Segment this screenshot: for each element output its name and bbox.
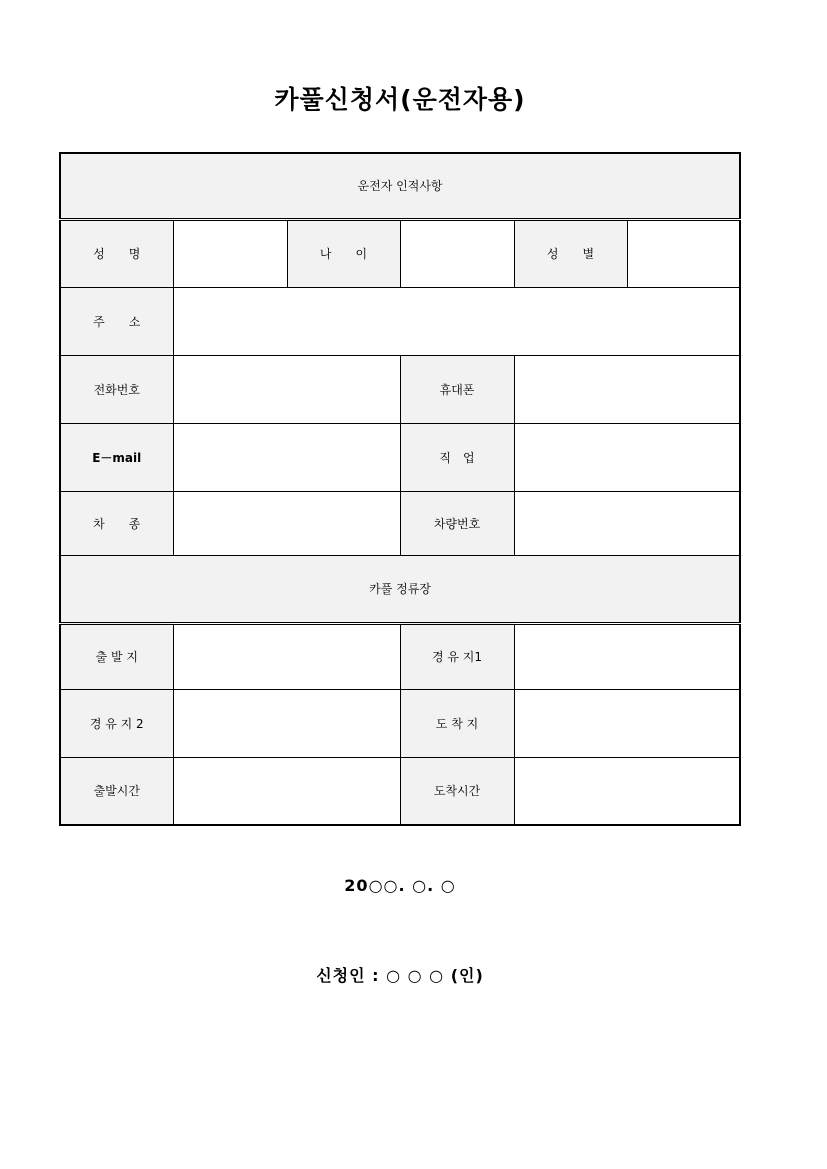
age-field[interactable]: [400, 219, 514, 287]
gender-label: 성 별: [514, 219, 627, 287]
name-label: 성 명: [60, 219, 173, 287]
arrival-time-field[interactable]: [514, 757, 740, 825]
phone-label: 전화번호: [60, 355, 173, 423]
page-title: 카풀신청서(운전자용): [274, 85, 526, 114]
waypoint1-label: 경 유 지1: [400, 623, 514, 689]
car-type-field[interactable]: [173, 491, 400, 555]
waypoint2-label: 경 유 지 2: [60, 689, 173, 757]
job-field[interactable]: [514, 423, 740, 491]
carpool-stops-section-header: 카풀 정류장: [60, 555, 740, 623]
departure-field[interactable]: [173, 623, 400, 689]
car-number-label: 차량번호: [400, 491, 514, 555]
waypoint1-field[interactable]: [514, 623, 740, 689]
waypoint2-field[interactable]: [173, 689, 400, 757]
mobile-label: 휴대폰: [400, 355, 514, 423]
address-field[interactable]: [173, 287, 740, 355]
age-label: 나 이: [287, 219, 400, 287]
email-label: E－mail: [60, 423, 173, 491]
name-field[interactable]: [173, 219, 287, 287]
applicant-signature-line: 신청인 : ○ ○ ○ (인): [316, 966, 484, 985]
address-label: 주 소: [60, 287, 173, 355]
car-type-label: 차 종: [60, 491, 173, 555]
arrival-time-label: 도착시간: [400, 757, 514, 825]
departure-time-field[interactable]: [173, 757, 400, 825]
departure-label: 출 발 지: [60, 623, 173, 689]
job-label: 직 업: [400, 423, 514, 491]
car-number-field[interactable]: [514, 491, 740, 555]
phone-field[interactable]: [173, 355, 400, 423]
arrival-field[interactable]: [514, 689, 740, 757]
mobile-field[interactable]: [514, 355, 740, 423]
gender-field[interactable]: [627, 219, 740, 287]
driver-info-section-header: 운전자 인적사항: [60, 153, 740, 219]
carpool-application-form: [59, 152, 741, 826]
email-field[interactable]: [173, 423, 400, 491]
arrival-label: 도 착 지: [400, 689, 514, 757]
departure-time-label: 출발시간: [60, 757, 173, 825]
application-date: 20○○. ○. ○: [344, 876, 456, 895]
